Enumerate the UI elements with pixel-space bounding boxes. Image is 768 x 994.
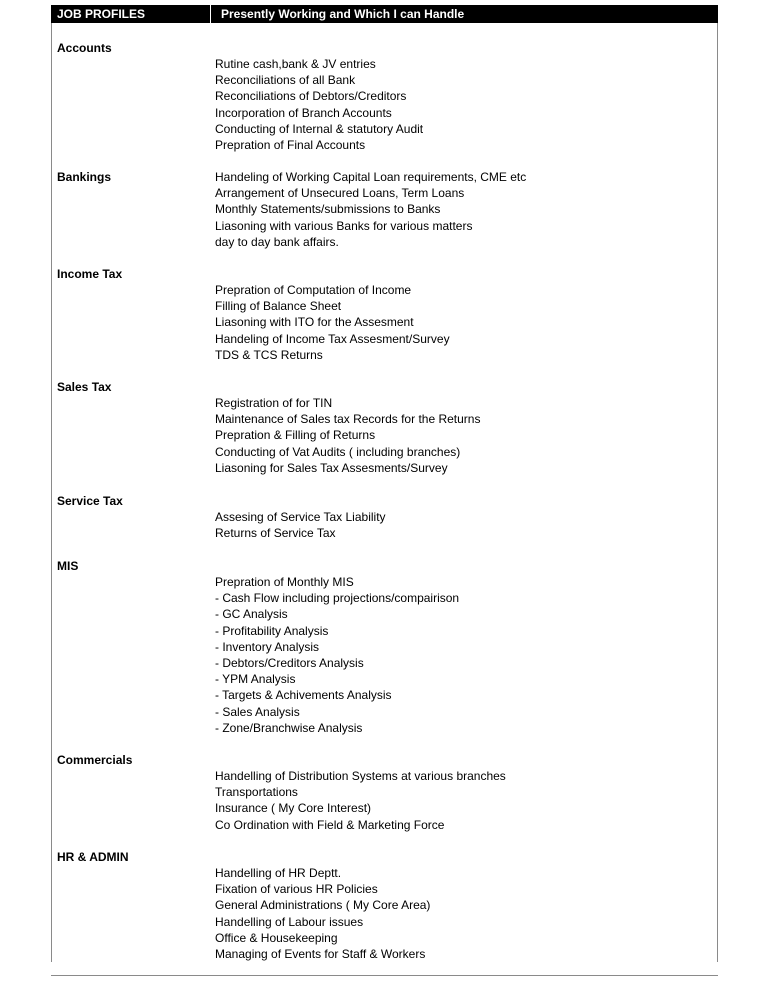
list-item: Handelling of HR Deptt. xyxy=(215,866,342,880)
list-item: TDS & TCS Returns xyxy=(215,347,323,362)
list-item: Incorporation of Branch Accounts xyxy=(215,105,392,120)
list-item: Prepration of Computation of Income xyxy=(215,283,412,297)
section-title: Income Tax xyxy=(57,267,123,281)
footer-rule xyxy=(51,975,718,976)
section-title: Sales Tax xyxy=(57,380,112,394)
list-item: - Inventory Analysis xyxy=(215,639,320,654)
section-title: Service Tax xyxy=(57,494,123,508)
section-items xyxy=(215,56,423,153)
list-item: Maintenance of Sales tax Records for the Returns xyxy=(215,412,481,427)
list-item: - YPM Analysis xyxy=(215,672,296,687)
section-items xyxy=(215,509,386,541)
section-title: Commercials xyxy=(57,753,133,767)
list-item: Transportations xyxy=(215,785,298,800)
list-item: Monthly Statements/submissions to Banks xyxy=(215,202,441,217)
section-items xyxy=(215,169,526,250)
list-item: Managing of Events for Staff & Workers xyxy=(215,947,426,962)
list-item: day to day bank affairs. xyxy=(215,234,339,249)
list-item: Registration of for TIN xyxy=(215,396,333,410)
list-item: Handeling of Income Tax Assesment/Survey xyxy=(215,331,450,346)
table-header xyxy=(51,5,718,23)
list-item: Insurance ( My Core Interest) xyxy=(215,801,372,816)
list-item: Conducting of Internal & statutory Audit xyxy=(215,121,424,136)
list-item: Handelling of Labour issues xyxy=(215,914,364,929)
list-item: Assesing of Service Tax Liability xyxy=(215,510,386,524)
list-item: Filling of Balance Sheet xyxy=(215,299,342,314)
list-item: Co Ordination with Field & Marketing Force xyxy=(215,817,445,832)
list-item: Fixation of various HR Policies xyxy=(215,882,378,897)
section-items xyxy=(215,768,506,833)
list-item: - Debtors/Creditors Analysis xyxy=(215,656,364,671)
list-item: - Sales Analysis xyxy=(215,704,300,719)
list-item: Reconciliations of all Bank xyxy=(215,73,356,88)
section-title: Bankings xyxy=(57,170,112,184)
list-item: Prepration & Filling of Returns xyxy=(215,428,376,443)
section-title: Accounts xyxy=(57,41,112,55)
section-items xyxy=(215,574,459,736)
section-items xyxy=(215,395,480,476)
list-item: Liasoning with various Banks for various matters xyxy=(215,218,473,233)
list-item: Reconciliations of Debtors/Creditors xyxy=(215,89,407,104)
header-divider xyxy=(210,5,211,23)
list-item: Arrangement of Unsecured Loans, Term Loans xyxy=(215,186,465,201)
list-item: - GC Analysis xyxy=(215,607,288,622)
list-item: Office & Housekeeping xyxy=(215,930,338,945)
list-item: - Zone/Branchwise Analysis xyxy=(215,720,363,735)
section-title: HR & ADMIN xyxy=(57,850,129,864)
list-item: Liasoning with ITO for the Assesment xyxy=(215,315,414,330)
header-presently-working: Presently Working and Which I can Handle xyxy=(221,7,465,21)
list-item: Prepration of Monthly MIS xyxy=(215,575,354,589)
list-item: Handeling of Working Capital Loan requirements, CME etc xyxy=(215,170,527,184)
section-items xyxy=(215,282,450,363)
list-item: - Profitability Analysis xyxy=(215,623,329,638)
section-items xyxy=(215,865,430,962)
list-item: Conducting of Vat Audits ( including branches) xyxy=(215,444,461,459)
list-item: Prepration of Final Accounts xyxy=(215,138,366,153)
list-item: Handelling of Distribution Systems at various branches xyxy=(215,769,506,783)
list-item: Liasoning for Sales Tax Assesments/Survey xyxy=(215,460,448,475)
header-job-profiles: JOB PROFILES xyxy=(57,7,146,21)
list-item: General Administrations ( My Core Area) xyxy=(215,898,431,913)
list-item: - Cash Flow including projections/compairison xyxy=(215,591,460,606)
list-item: - Targets & Achivements Analysis xyxy=(215,688,392,703)
list-item: Rutine cash,bank & JV entries xyxy=(215,57,376,71)
section-title: MIS xyxy=(57,559,79,573)
list-item: Returns of Service Tax xyxy=(215,526,336,541)
